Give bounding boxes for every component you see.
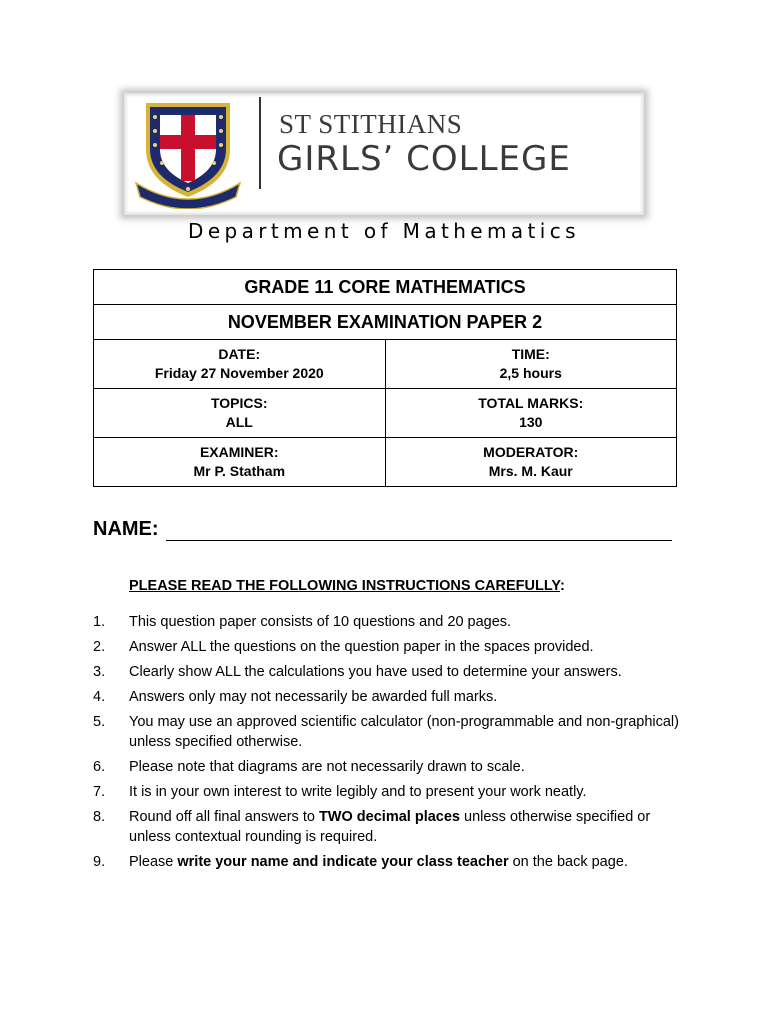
instruction-number: 3.: [93, 664, 106, 680]
instructions-heading: [129, 578, 565, 594]
moderator-cell: [385, 438, 677, 487]
instruction-item: [93, 687, 683, 707]
banner-divider: [259, 97, 261, 189]
instruction-item: [93, 757, 683, 777]
instruction-number: 7.: [93, 784, 106, 800]
time-value: 2,5 hours: [499, 365, 562, 381]
date-value: Friday 27 November 2020: [154, 365, 324, 381]
exam-subtitle: NOVEMBER EXAMINATION PAPER 2: [94, 305, 677, 340]
topics-value: ALL: [225, 414, 253, 430]
instruction-number: 4.: [93, 689, 106, 705]
instructions-heading-text: PLEASE READ THE FOLLOWING INSTRUCTIONS CAREFULLY: [129, 578, 560, 594]
department-title: Department of Mathematics: [188, 219, 580, 243]
instruction-item: [93, 782, 683, 802]
moderator-label: MODERATOR:: [483, 444, 579, 460]
instruction-item: [93, 807, 683, 847]
instruction-text-bold: TWO decimal places: [318, 809, 460, 825]
school-crest-logo: [132, 97, 244, 209]
instruction-text: This question paper consists of 10 questions and 20 pages.: [129, 614, 512, 630]
instruction-number: 9.: [93, 854, 106, 870]
school-banner: [124, 93, 644, 215]
topics-label: TOPICS:: [210, 395, 268, 411]
instruction-text: Please note that diagrams are not necessarily drawn to scale.: [129, 759, 525, 775]
instruction-number: 8.: [93, 809, 106, 825]
instruction-item: [93, 612, 683, 632]
total-marks-value: 130: [519, 414, 543, 430]
instruction-text-bold: write your name and indicate your class teacher: [177, 854, 509, 870]
name-label: NAME:: [93, 518, 159, 540]
time-cell: [385, 340, 677, 389]
total-marks-label: TOTAL MARKS:: [478, 395, 584, 411]
exam-title: GRADE 11 CORE MATHEMATICS: [94, 270, 677, 305]
total-marks-cell: [385, 389, 677, 438]
examiner-value: Mr P. Statham: [193, 463, 286, 479]
time-label: TIME:: [511, 346, 550, 362]
moderator-value: Mrs. M. Kaur: [488, 463, 573, 479]
instruction-text-pre: Round off all final answers to: [129, 809, 319, 825]
instruction-text: Answers only may not necessarily be awarded full marks.: [129, 689, 498, 705]
school-name-line1: ST STITHIANS: [279, 109, 463, 139]
date-cell: [94, 340, 386, 389]
instruction-item: [93, 637, 683, 657]
examiner-label: EXAMINER:: [199, 444, 279, 460]
instruction-text-post: unless otherwise specified or unless contextual rounding is required.: [129, 809, 651, 845]
instruction-number: 6.: [93, 759, 106, 775]
instruction-number: 5.: [93, 714, 106, 730]
instruction-item: [93, 662, 683, 682]
instruction-item: [93, 712, 683, 752]
topics-cell: [94, 389, 386, 438]
date-label: DATE:: [218, 346, 261, 362]
instruction-item: [93, 852, 683, 872]
instructions-list: [93, 612, 683, 877]
name-write-line[interactable]: [166, 540, 672, 541]
school-name-line2: GIRLS’ COLLEGE: [277, 139, 571, 179]
instruction-text: It is in your own interest to write legibly and to present your work neatly.: [129, 784, 587, 800]
exam-info-table: [93, 269, 677, 487]
instruction-number: 1.: [93, 614, 106, 630]
examiner-cell: [94, 438, 386, 487]
instruction-text-pre: Please: [129, 854, 178, 870]
instructions-heading-colon: :: [559, 578, 565, 594]
instruction-text: Answer ALL the questions on the question paper in the spaces provided.: [129, 639, 594, 655]
instruction-text: Clearly show ALL the calculations you have used to determine your answers.: [129, 664, 622, 680]
instruction-text-post: on the back page.: [508, 854, 628, 870]
instruction-text: You may use an approved scientific calculator (non-programmable and non-graphical) unless specified otherwise.: [129, 714, 679, 750]
instruction-number: 2.: [93, 639, 106, 655]
